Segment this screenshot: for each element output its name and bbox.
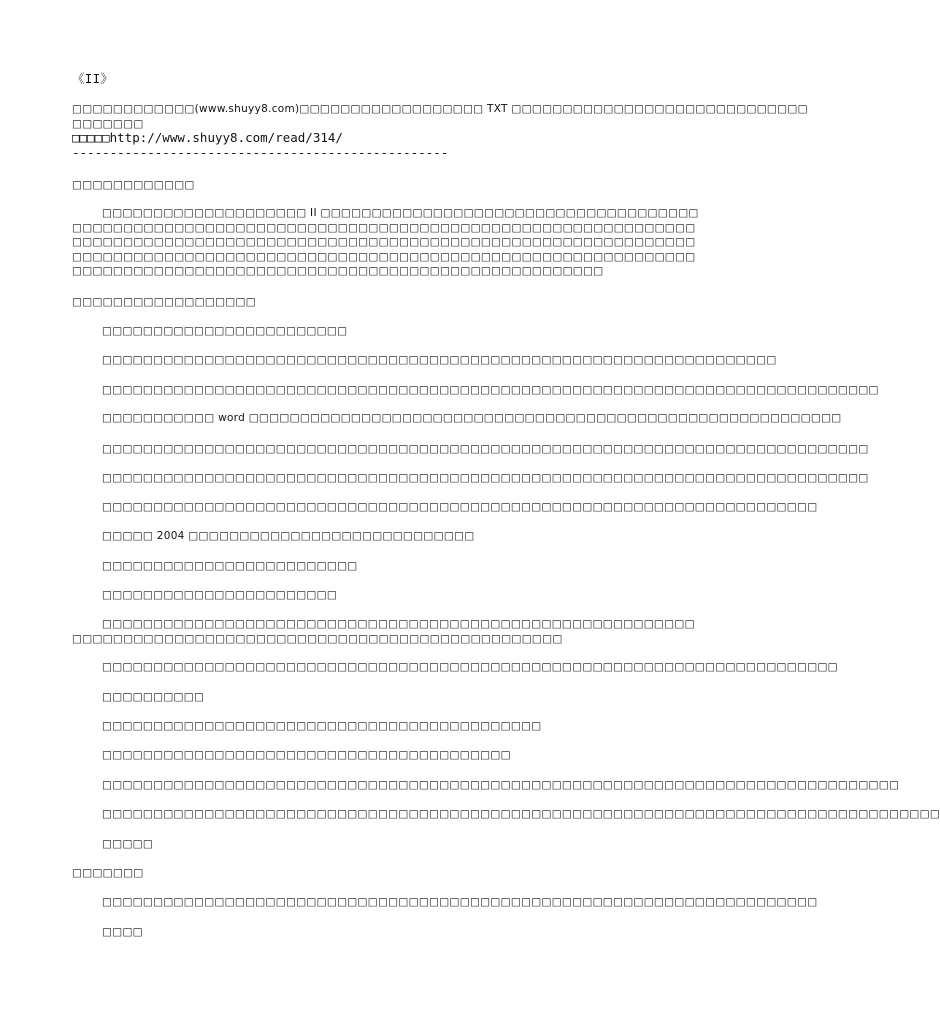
text-line: □□□□□□□□□□□ word □□□□□□□□□□□□□□□□□□□□□□□□□□□□□□□□□□□□□□□□□□□□□□□□□□□□□□□□□□ (102, 412, 842, 424)
text-line: □□□□□□□□□□□□□□□□□□□□□□□□□□□□□□□□□□□□□□□□□□□□□□□□□□□□□□□□□□□□□□□□□□□□□□□□□□□ (102, 472, 869, 484)
text-line: □□□□□□□□□□□□□□□□□□□□□□□□□□□□□□□□□□□□□□□□□□□□□□□□□□□□□□□□□□□□□□□□□□□□□□□□□□□ (102, 443, 869, 455)
text-line: □□□□ (102, 926, 143, 938)
text-line: □□□□□□□□□□□□□□□□□□□□□□□□ (102, 325, 348, 337)
text-line: □□□□□□□□□□□□□□□□□□□□□□□□□□□□□□□□□□□□□□□□□□□□□□□□□□□□□□□□□□□□□□□□□□□□□□□□ (102, 661, 838, 673)
divider: -------------------------------------------------- (72, 145, 449, 160)
intro-line: □□□□□□□□□□□□(www.shuyy8.com)□□□□□□□□□□□□□□□□□□ TXT □□□□□□□□□□□□□□□□□□□□□□□□□□□□□ (72, 103, 808, 115)
text-line: □□□□□□□□□□□□□□□□□□□□□□□□□ (102, 560, 358, 572)
text-line: □□□□□□□□□□□□□□□□□□□□□□□□□□□□□□□□□□□□□□□□□□□□□□□□□□□□□□□□□□□□□□□□□□□□□□□□□□□□□□□□□□ (102, 808, 940, 820)
intro-line: □□□□□□□ (72, 118, 144, 130)
section-heading: □□□□□□□□□□□□□□□□□□ (72, 296, 256, 308)
source-link[interactable]: □□□□□http://www.shuyy8.com/read/314/ (72, 130, 343, 145)
document-title: 《II》 (72, 71, 114, 86)
paragraph (72, 206, 702, 279)
paragraph-text: □□□□□□□□□□□□□□□□□□□□□□□□□□□□□□□□□□□□□□□□□□□□□□□□□□□□□□□□□□□□□□□□□□□□□□□□□□□□□□□□□□□□□□□□□□□□□□□□□□□□□□□□□□ (72, 618, 695, 645)
paragraph (72, 617, 702, 646)
section-heading: □□□□□□□□□□□□ (72, 179, 195, 191)
paragraph-text: □□□□□□□□□□□□□□□□□□□□ II □□□□□□□□□□□□□□□□□□□□□□□□□□□□□□□□□□□□□□□□□□□□□□□□□□□□□□□□□□□□□□□□□□□□□□□□□□□□□□□□□□□□□□□□□□□□□□□□□□□□□□□□□□□□□□□□□□□□□□□□□□□□□□□□□□□□□□□□□□□□□□□□□□□□□□□□□□□□□□□□□□□□□□□□□□□□□□□□□□□□□□□□□□□□□□□□□□□□□□□□□□□□□□□□□□□□□□□□□□□□□□□□□□□□□□□□□□□□□□□□□□□□□□□□□□□□□□□□□□□□□□□□□□□□□□□□ (72, 207, 699, 277)
text-line: □□□□□□□□□□□□□□□□□□□□□□□□□□□□□□□□□□□□□□□□□□□□□□□□□□□□□□□□□□□□□□□□□□□□□□□□□□□□□□ (102, 779, 900, 791)
text-line: □□□□□□□□□□ (102, 691, 205, 703)
text-line: □□□□□ (102, 838, 154, 850)
text-line: □□□□□ 2004 □□□□□□□□□□□□□□□□□□□□□□□□□□□□ (102, 530, 475, 542)
text-line: □□□□□□□□□□□□□□□□□□□□□□□ (102, 589, 338, 601)
text-line: □□□□□□□□□□□□□□□□□□□□□□□□□□□□□□□□□□□□□□□□□□□□□□□□□□□□□□□□□□□□□□□□□□□□□□ (102, 896, 818, 908)
text-line: □□□□□□□□□□□□□□□□□□□□□□□□□□□□□□□□□□□□□□□□ (102, 749, 511, 761)
text-line: □□□□□□□□□□□□□□□□□□□□□□□□□□□□□□□□□□□□□□□□□□□ (102, 720, 542, 732)
section-heading: □□□□□□□ (72, 867, 144, 879)
text-line: □□□□□□□□□□□□□□□□□□□□□□□□□□□□□□□□□□□□□□□□□□□□□□□□□□□□□□□□□□□□□□□□□□□□□□ (102, 501, 818, 513)
text-line: □□□□□□□□□□□□□□□□□□□□□□□□□□□□□□□□□□□□□□□□□□□□□□□□□□□□□□□□□□□□□□□□□□□□□□□□□□□□ (102, 384, 879, 396)
text-line: □□□□□□□□□□□□□□□□□□□□□□□□□□□□□□□□□□□□□□□□□□□□□□□□□□□□□□□□□□□□□□□□□□ (102, 354, 777, 366)
